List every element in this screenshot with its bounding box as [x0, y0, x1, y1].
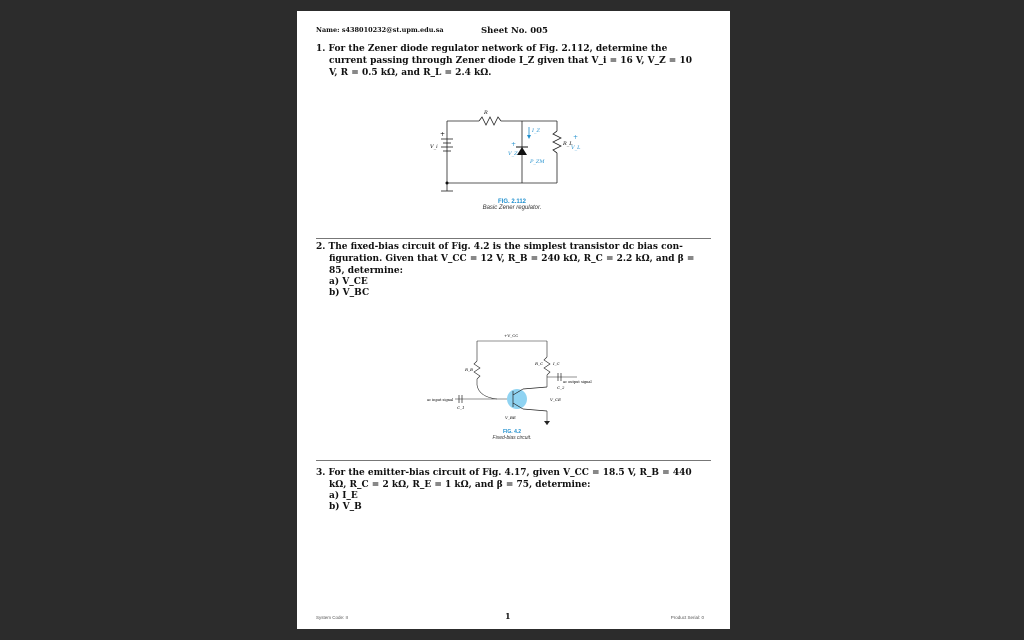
label-iz: I_Z	[532, 128, 540, 134]
problem-text-line: current passing through Zener diode I_Z given that V_i = 16 V, V_Z = 10	[329, 56, 692, 66]
figure-label: FIG. 2.112	[497, 199, 527, 205]
figure-caption-2	[427, 429, 597, 441]
label-vz: V_Z	[508, 151, 518, 157]
label-rl: R_L	[563, 141, 573, 147]
figure-caption-1	[427, 199, 597, 211]
label-output-signal: ac output signal	[563, 380, 592, 384]
problem-number: 2.	[316, 242, 326, 252]
label-vbe: V_BE	[505, 415, 516, 420]
label-vcc: +V_CC	[504, 333, 519, 338]
zener-diode-symbol	[517, 147, 527, 155]
problem-text-line: kΩ, R_C = 2 kΩ, R_E = 1 kΩ, and β = 75, determine:	[329, 480, 591, 490]
sub-question-b: b) V_B	[329, 502, 362, 512]
plus-sign: +	[573, 134, 579, 141]
page-number: 1	[505, 611, 511, 621]
problem-text-line: For the Zener diode regulator network of Fig. 2.112, determine the	[328, 44, 668, 54]
sub-question-a: a) I_E	[329, 491, 358, 501]
problem-3	[316, 467, 704, 513]
problem-text-line: The fixed-bias circuit of Fig. 4.2 is the simplest transistor dc bias con-	[328, 242, 683, 252]
zener-regulator-diagram	[427, 103, 581, 198]
problem-text-line: V, R = 0.5 kΩ, and R_L = 2.4 kΩ.	[329, 68, 492, 78]
problem-text-line: 85, determine:	[329, 266, 403, 276]
document-page	[297, 11, 730, 629]
student-name: Name: s438010232@st.upm.edu.sa	[316, 26, 444, 34]
label-vl: V_L	[571, 145, 581, 151]
sub-question-b: b) V_BC	[329, 288, 370, 298]
transistor-symbol	[507, 389, 527, 409]
label-rb: R_B	[465, 367, 473, 372]
label-pzm: P_ZM	[530, 159, 545, 165]
label-vce: V_CE	[550, 397, 561, 402]
section-divider	[316, 238, 711, 239]
label-r: R	[484, 110, 488, 116]
sub-question-a: a) V_CE	[329, 277, 368, 287]
sheet-number: Sheet No. 005	[481, 26, 548, 36]
problem-text-line: For the emitter-bias circuit of Fig. 4.17, given V_CC = 18.5 V, R_B = 440	[328, 468, 692, 478]
label-ic: I_C	[553, 361, 560, 366]
label-rc: R_C	[535, 361, 544, 366]
footer-system-code: System Code: II	[316, 615, 349, 620]
figure-caption-text: Fixed-bias circuit.	[492, 435, 532, 441]
label-c2: C_2	[557, 385, 565, 390]
problem-2	[316, 241, 704, 299]
label-c1: C_1	[457, 405, 465, 410]
problem-number: 1.	[316, 44, 326, 54]
label-input-signal: ac input signal	[427, 398, 454, 402]
problem-1	[316, 43, 704, 79]
label-vi: V_i	[430, 144, 438, 150]
problem-number: 3.	[316, 468, 326, 478]
plus-sign: +	[440, 131, 446, 138]
figure-caption-text: Basic Zener regulator.	[482, 205, 542, 211]
fixed-bias-circuit-diagram	[427, 325, 592, 429]
plus-sign: +	[511, 141, 517, 148]
footer-product-serial: Product Serial: 0	[670, 615, 704, 620]
problem-text-line: figuration. Given that V_CC = 12 V, R_B = 240 kΩ, R_C = 2.2 kΩ, and β =	[329, 254, 695, 264]
figure-label: FIG. 4.2	[502, 429, 522, 435]
section-divider	[316, 460, 711, 461]
